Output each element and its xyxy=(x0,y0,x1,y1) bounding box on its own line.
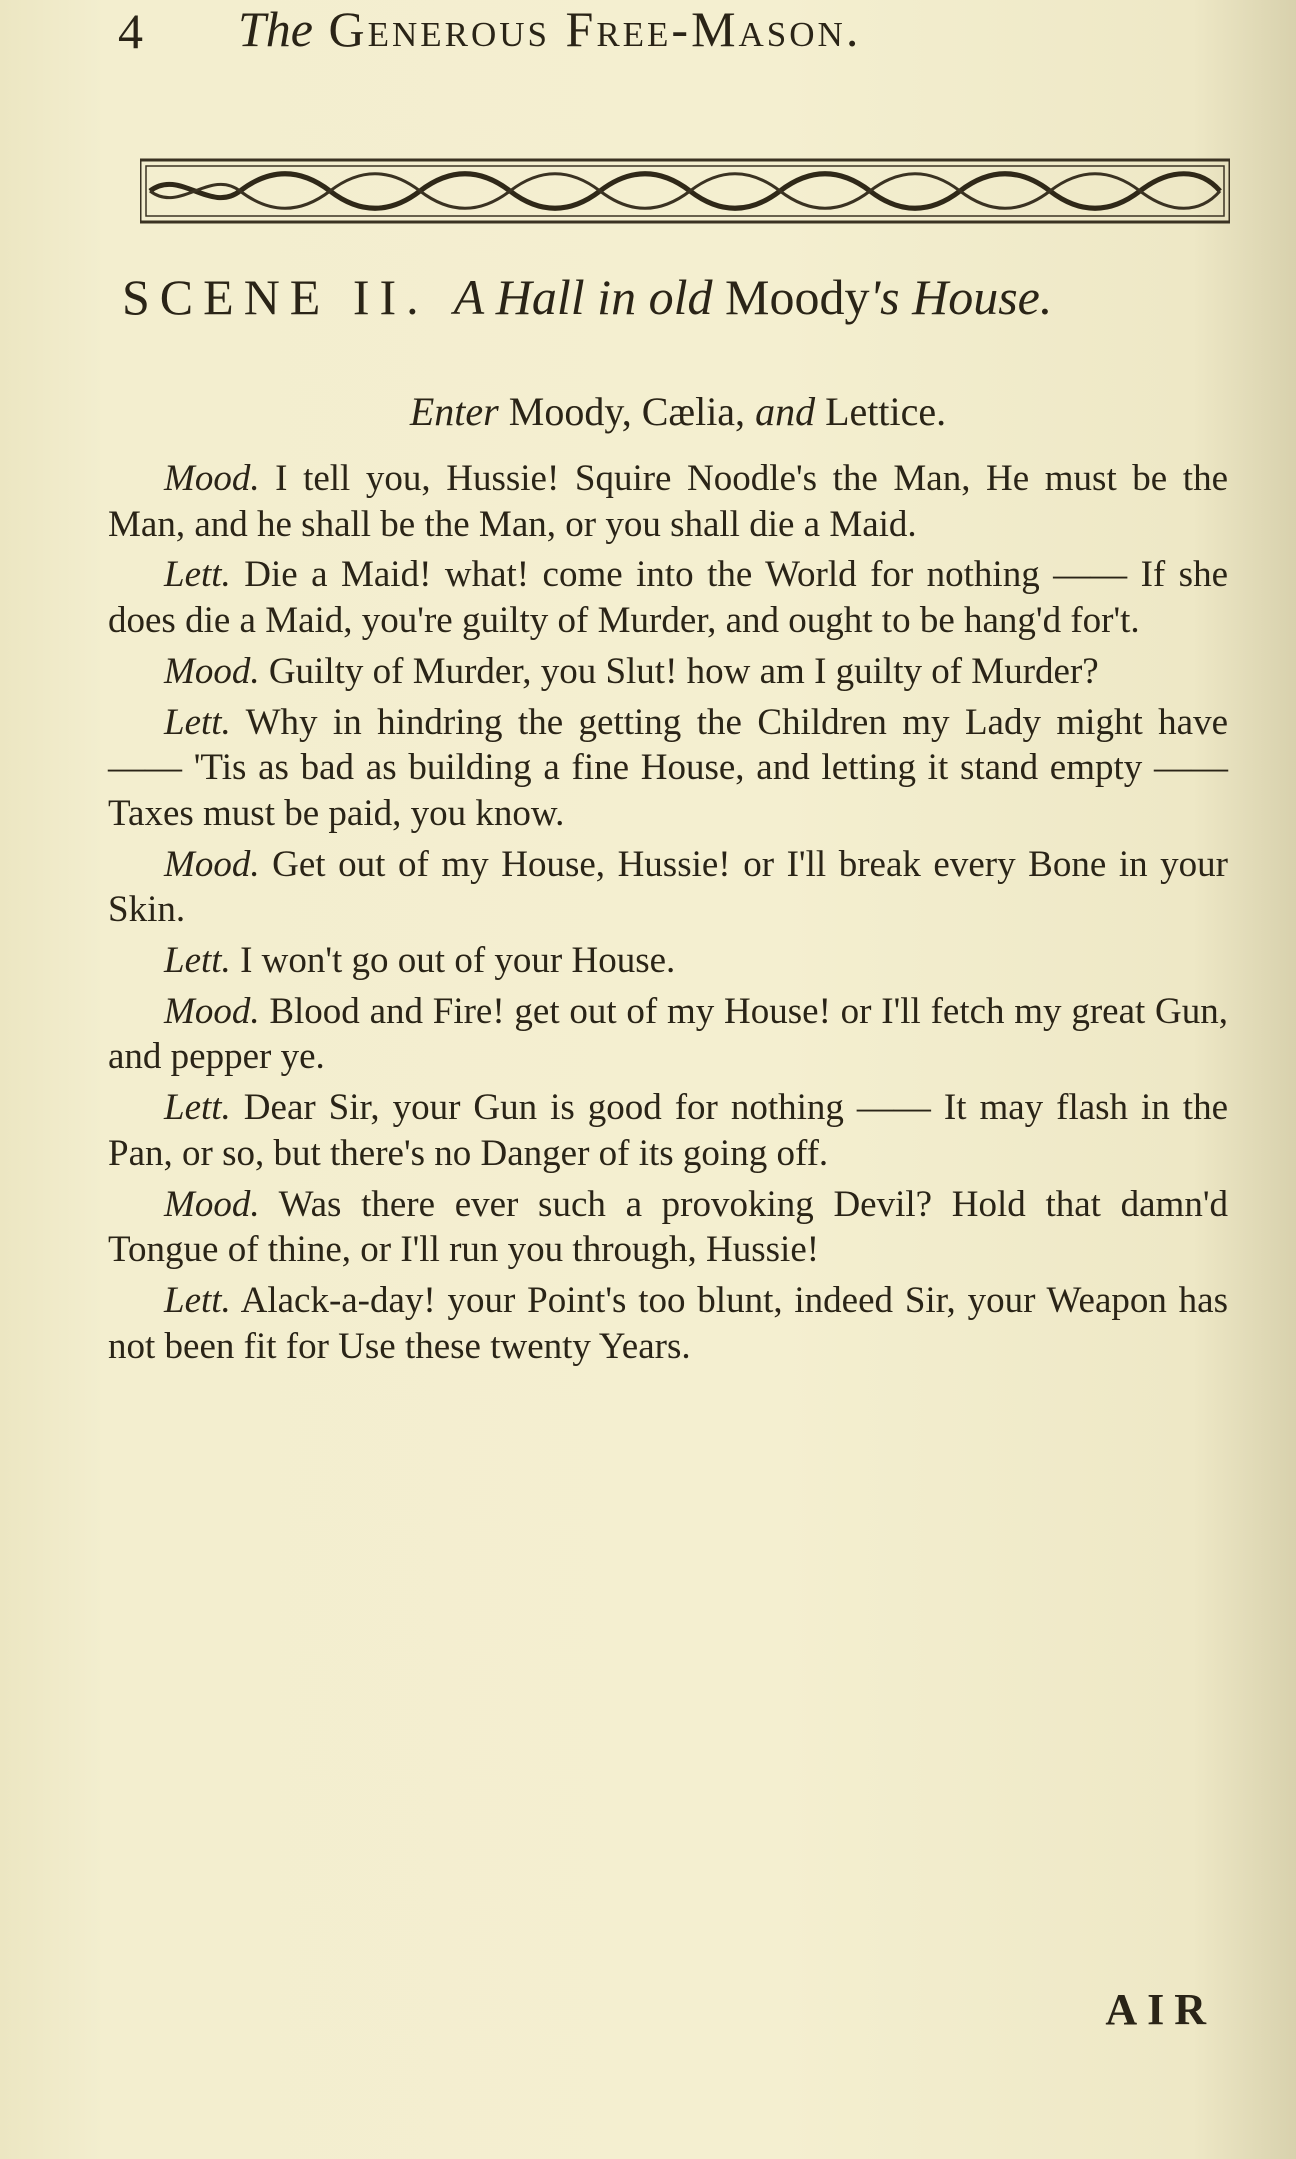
catchword: AIR xyxy=(1105,1985,1216,2034)
speaker-label: Lett. xyxy=(164,1279,231,1321)
running-title-text: Generous Free-Mason. xyxy=(328,1,862,57)
dialogue xyxy=(108,456,1228,1374)
speech-text: I tell you, Hussie! Squire Noodle's the Man, He must be the Man, and he shall be the Man, or you shall die a Maid. xyxy=(108,458,1229,545)
speaker-label: Mood. xyxy=(164,843,260,885)
scene-place-2: 's xyxy=(869,269,900,325)
speech xyxy=(108,842,1228,933)
speech-text: Alack-a-day! your Point's too blunt, indeed Sir, your Weapon has not been fit for Use these twenty Years. xyxy=(108,1279,1228,1367)
speech xyxy=(108,649,1228,695)
speech xyxy=(108,700,1228,837)
enter-word: Enter xyxy=(409,389,499,434)
speech-text: Die a Maid! what! come into the World for nothing —— If she does die a Maid, you're guilty of Murder, and ought to be hang'd for't. xyxy=(108,554,1228,642)
speech xyxy=(108,1182,1228,1273)
scene-heading xyxy=(122,268,1052,326)
speech-text: Guilty of Murder, you Slut! how am I guilty of Murder? xyxy=(268,650,1099,692)
speech xyxy=(108,989,1228,1080)
speech-text: I won't go out of your House. xyxy=(240,940,676,982)
speech xyxy=(108,1278,1228,1369)
ornament-border-icon xyxy=(140,158,1230,224)
speaker-label: Lett. xyxy=(164,701,231,743)
characters-2: Lettice. xyxy=(825,389,947,434)
speech-text: Was there ever such a provoking Devil? Hold that damn'd Tongue of thine, or I'll run you through, Hussie! xyxy=(108,1183,1228,1271)
speech xyxy=(108,552,1228,643)
scene-place-1: A Hall in old xyxy=(453,269,713,325)
running-title-italic: The xyxy=(238,1,313,57)
page-number: 4 xyxy=(118,3,146,59)
running-header xyxy=(118,0,1216,70)
speaker-label: Lett. xyxy=(164,1087,231,1129)
scene-label: SCENE II. xyxy=(122,269,429,325)
characters-1: Moody, Cælia, xyxy=(508,389,746,434)
speech-text: Why in hindring the getting the Children my Lady might have —— 'Tis as bad as building a fine House, and letting it stand empty —— Taxes must be paid, you know. xyxy=(108,701,1229,834)
speech xyxy=(108,938,1228,984)
speech-text: Dear Sir, your Gun is good for nothing —— It may flash in the Pan, or so, but there's no Danger of its going off. xyxy=(108,1087,1228,1174)
scene-place-name: Moody xyxy=(724,269,870,325)
speech xyxy=(108,1085,1228,1176)
scene-place-3: House. xyxy=(912,269,1053,325)
speaker-label: Lett. xyxy=(164,940,231,982)
speaker-label: Mood. xyxy=(164,1183,260,1225)
speech-text: Get out of my House, Hussie! or I'll break every Bone in your Skin. xyxy=(108,843,1229,931)
speaker-label: Mood. xyxy=(164,650,260,692)
speech xyxy=(108,456,1228,547)
speaker-label: Mood. xyxy=(164,458,260,499)
and-word: and xyxy=(755,389,816,434)
speaker-label: Mood. xyxy=(164,990,260,1032)
speech-text: Blood and Fire! get out of my House! or I'll fetch my great Gun, and pepper ye. xyxy=(108,990,1228,1078)
stage-direction xyxy=(0,388,1296,435)
speaker-label: Lett. xyxy=(164,554,231,596)
running-title xyxy=(238,0,861,58)
